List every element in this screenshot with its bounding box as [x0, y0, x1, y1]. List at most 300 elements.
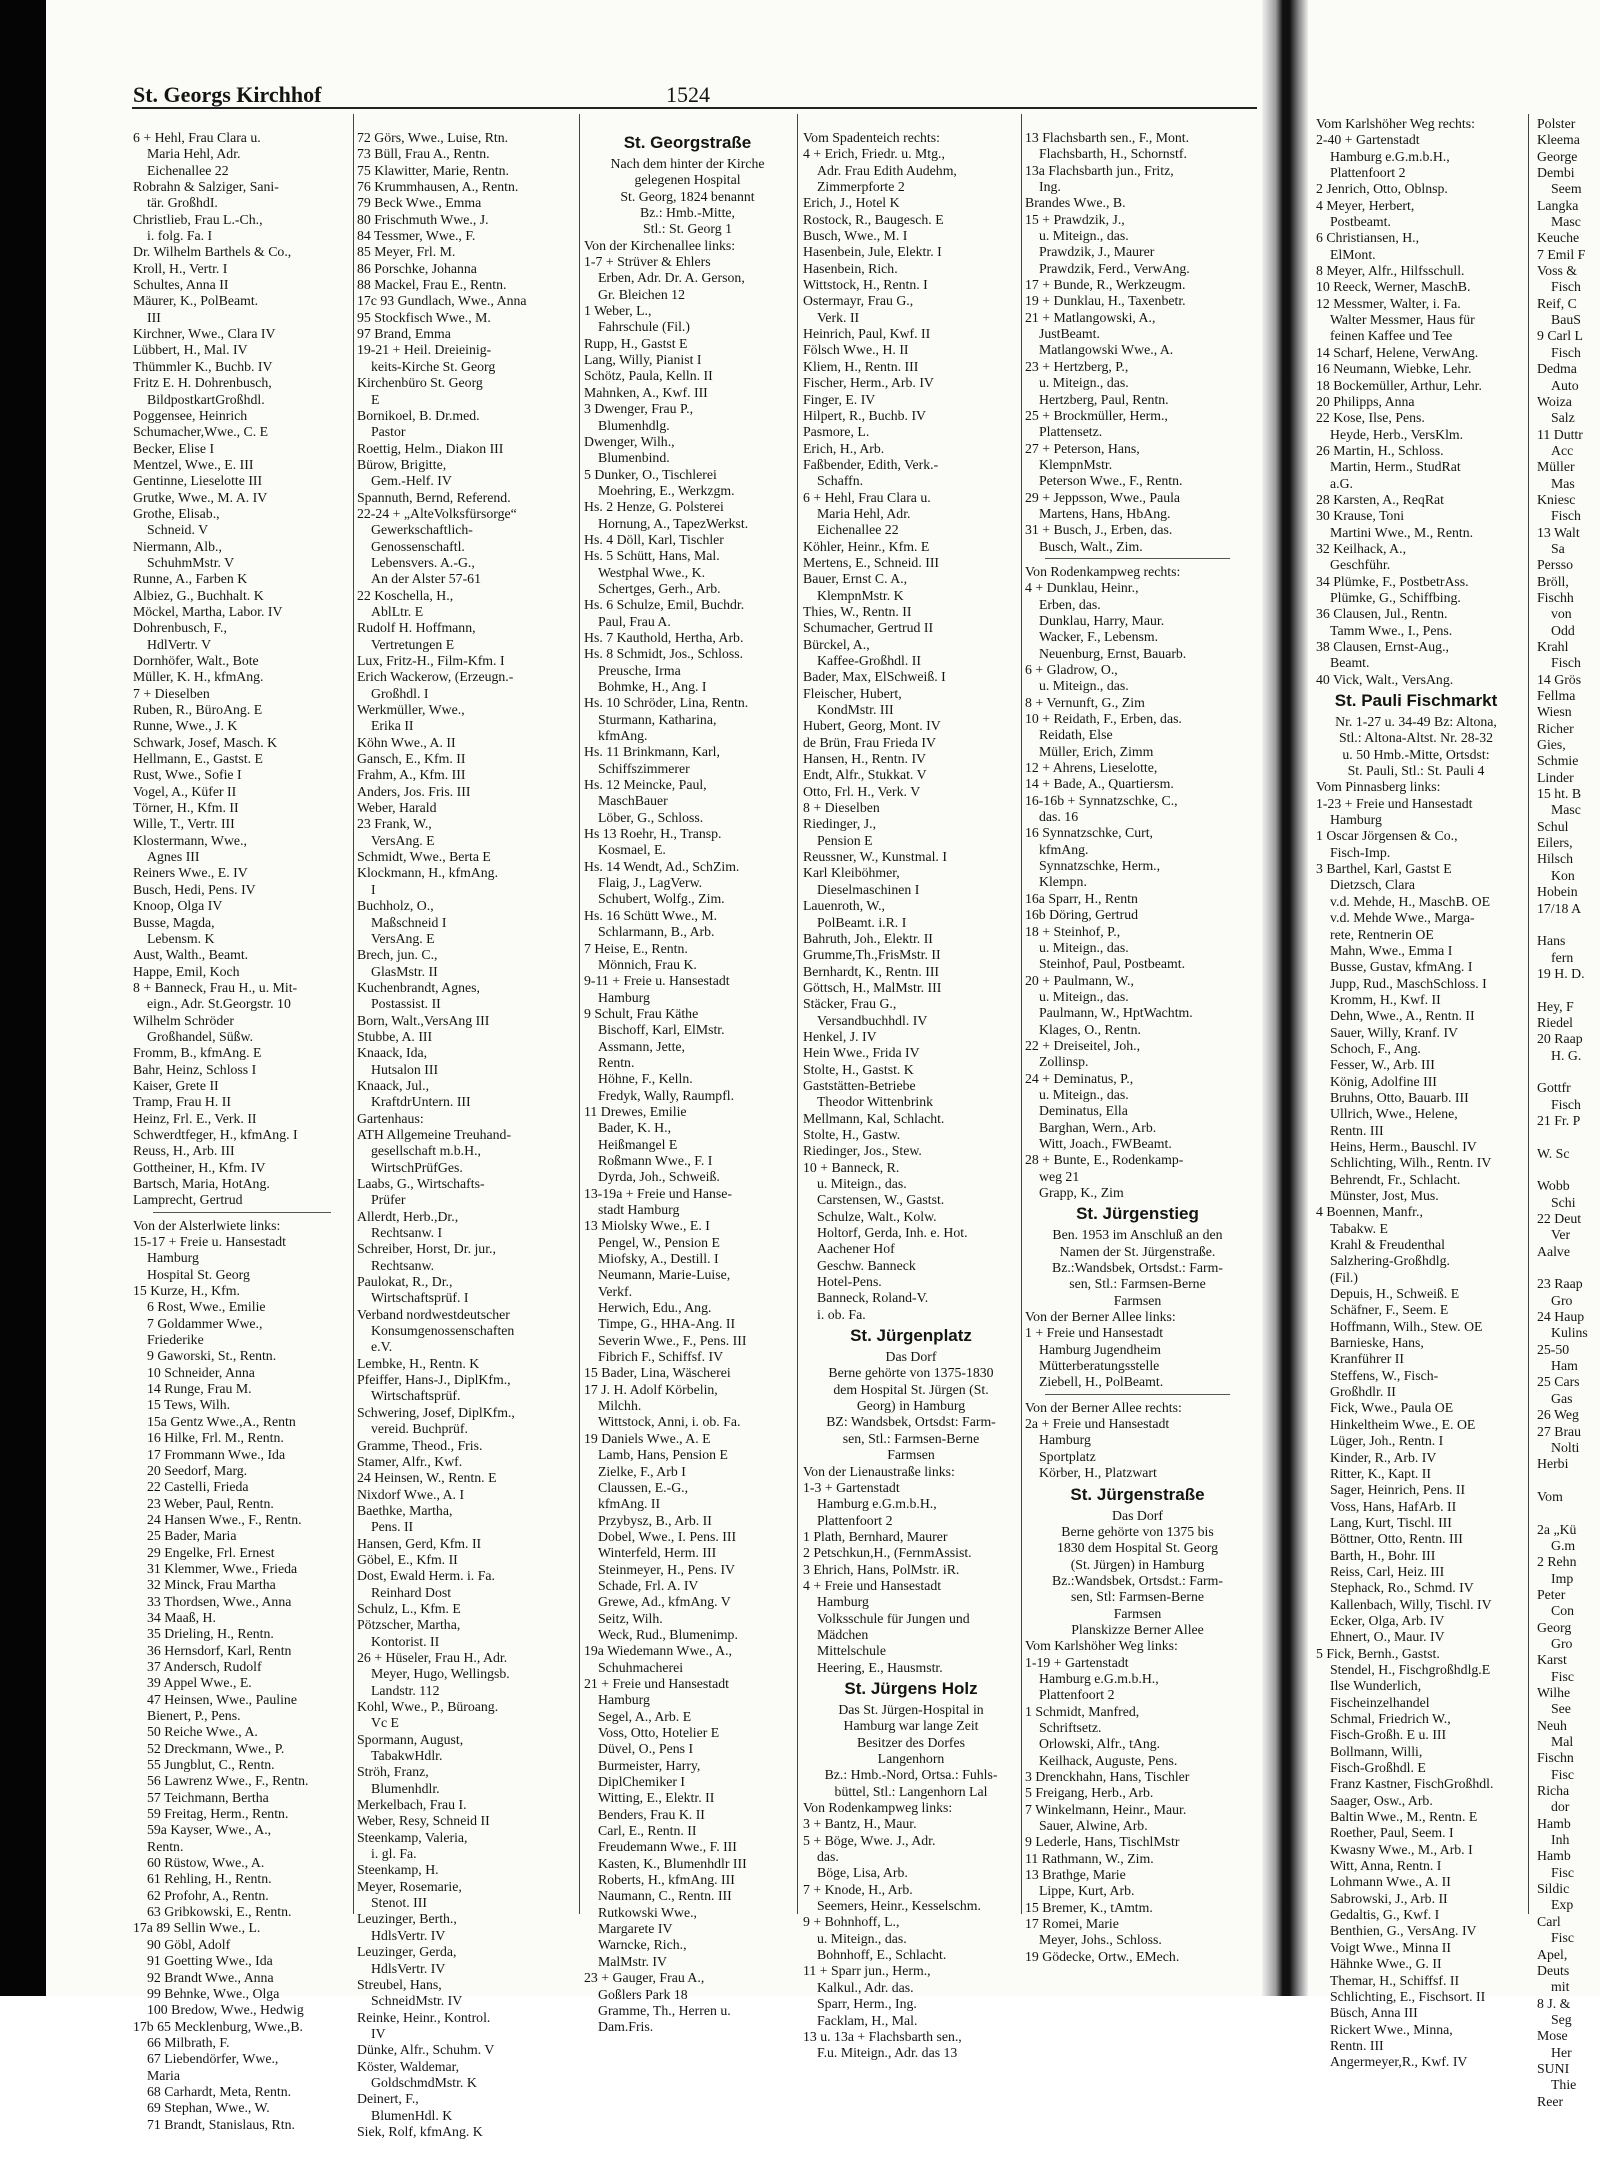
entry-continuation: Con — [1551, 1603, 1574, 1619]
entry-continuation: Fisch — [1551, 279, 1581, 295]
entry-continuation: 39 Appel Wwe., E. — [147, 1675, 252, 1691]
directory-entry: 4 + Freie und Hansestadt — [803, 1577, 942, 1593]
directory-entry: 5 Dunker, O., Tischlerei — [584, 466, 717, 482]
entry-continuation: Exp — [1551, 1897, 1574, 1913]
entry-continuation: König, Adolfine III — [1330, 1073, 1437, 1089]
entry-continuation: Geschführ. — [1330, 557, 1391, 573]
entry-continuation: fern — [1551, 949, 1574, 965]
directory-entry: 17 + Bunde, R., Werkzeugm. — [1025, 277, 1186, 293]
entry-continuation: Bruhns, Otto, Bauarb. III — [1330, 1089, 1469, 1105]
directory-entry: Kaiser, Grete II — [133, 1077, 219, 1093]
entry-continuation: Schoch, F., Ang. — [1330, 1040, 1421, 1056]
entry-continuation: Fisch-Großhdl. E — [1330, 1760, 1426, 1776]
entry-continuation: Barth, H., Bohr. III — [1330, 1547, 1436, 1563]
directory-entry: Mellmann, Kal, Schlacht. — [803, 1110, 945, 1126]
directory-entry: 31 + Busch, J., Erben, das. — [1025, 522, 1173, 538]
directory-entry: 79 Beck Wwe., Emma — [357, 195, 482, 211]
directory-entry: 7 Heise, E., Rentn. — [584, 940, 688, 956]
entry-continuation: Hoffmann, Wilh., Stew. OE — [1330, 1318, 1483, 1334]
entry-continuation: Gr. Bleichen 12 — [598, 286, 685, 302]
entry-continuation: i. folg. Fa. I — [147, 228, 213, 244]
entry-continuation: Neumann, Marie-Luise, — [598, 1267, 731, 1283]
entry-continuation: 62 Profohr, A., Rentn. — [147, 1887, 269, 1903]
directory-entry: 9 + Bohnhoff, L., — [803, 1914, 900, 1930]
entry-continuation: Prüfer — [371, 1192, 406, 1208]
directory-entry: 15 Bader, Lina, Wäscherei — [584, 1365, 731, 1381]
street-note: St. Pauli, Stl.: St. Pauli 4 — [1347, 763, 1485, 779]
directory-entry: Karst — [1537, 1652, 1567, 1668]
entry-continuation: Martini Wwe., M., Rentn. — [1330, 524, 1474, 540]
entry-continuation: MalMstr. IV — [598, 1953, 667, 1969]
directory-entry: Faßbender, Edith, Verk.- — [803, 456, 939, 472]
entry-continuation: Timpe, G., HHA-Ang. II — [598, 1316, 736, 1332]
directory-entry: 1 Plath, Bernhard, Maurer — [803, 1528, 948, 1544]
entry-continuation: Jupp, Rud., MaschSchloss. I — [1330, 975, 1487, 991]
entry-continuation: vereid. Buchprüf. — [371, 1421, 468, 1437]
directory-entry: 11 Duttr — [1537, 426, 1583, 442]
entry-continuation: Severin Wwe., F., Pens. III — [598, 1332, 747, 1348]
entry-continuation: Sportplatz — [1039, 1448, 1096, 1464]
entry-continuation: feinen Kaffee und Tee — [1330, 328, 1453, 344]
directory-entry: 13 u. 13a + Flachsbarth sen., — [803, 2028, 962, 2044]
book-gutter — [1262, 0, 1308, 1996]
directory-entry: Neuh — [1537, 1717, 1567, 1733]
entry-continuation: Carl, E., Rentn. II — [598, 1823, 697, 1839]
entry-continuation: 60 Rüstow, Wwe., A. — [147, 1855, 265, 1871]
directory-entry: Hasenbein, Jule, Elektr. I — [803, 244, 942, 260]
entry-continuation: Ullrich, Wwe., Helene, — [1330, 1106, 1458, 1122]
directory-entry: Krahl — [1537, 639, 1569, 654]
entry-continuation: Paulmann, W., HptWachtm. — [1039, 1005, 1193, 1021]
directory-entry: 23 Raap — [1537, 1276, 1583, 1292]
directory-entry: Gottfr — [1537, 1080, 1571, 1096]
entry-continuation: Preusche, Irma — [598, 662, 681, 678]
entry-continuation: Schulze, Walt., Kolw. — [817, 1208, 937, 1224]
directory-entry: Wilhe — [1537, 1685, 1571, 1700]
directory-entry: Müller, K. H., kfmAng. — [133, 669, 264, 685]
entry-continuation: Hamburg — [1330, 812, 1382, 828]
entry-continuation: Fisc — [1551, 1930, 1574, 1946]
entry-continuation: Zollinsp. — [1039, 1054, 1089, 1070]
entry-continuation: 16 Hilke, Frl. M., Rentn. — [147, 1430, 284, 1446]
entry-continuation: Holtorf, Gerda, Inh. e. Hot. — [817, 1225, 968, 1241]
entry-continuation: Bohnhoff, E., Schlacht. — [817, 1947, 947, 1963]
entry-continuation: Hornung, A., TapezWerkst. — [598, 515, 749, 531]
directory-column-5 — [1025, 130, 1250, 1965]
directory-entry: Stolte, H., Gastw. — [803, 1126, 901, 1142]
entry-continuation: Zimmerpforte 2 — [817, 179, 905, 195]
entry-continuation: Büsch, Anna III — [1330, 2005, 1418, 2021]
entry-continuation: Hertzberg, Paul, Rentn. — [1039, 391, 1169, 407]
entry-continuation: u. Miteign., das. — [1039, 939, 1129, 955]
entry-continuation: Aachener Hof — [817, 1241, 895, 1257]
entry-continuation: 9 Gaworski, St., Rentn. — [147, 1348, 277, 1364]
entry-continuation: Großhdl. I — [371, 685, 429, 701]
directory-entry: Gansch, E., Kfm. II — [357, 751, 466, 767]
directory-entry: Hs 13 Roehr, H., Transp. — [584, 826, 722, 842]
directory-entry: Fellma — [1537, 688, 1576, 704]
entry-continuation: i. ob. Fa. — [817, 1306, 866, 1322]
entry-continuation: BlumenHdl. K — [371, 2107, 453, 2123]
entry-continuation: Adr. Frau Edith Audehm, — [817, 162, 957, 178]
column-rule — [1021, 114, 1022, 1914]
directory-column-4 — [803, 130, 1019, 2062]
directory-entry: 24 Heinsen, W., Rentn. E — [357, 1470, 497, 1486]
directory-entry: 86 Porschke, Johanna — [357, 260, 477, 276]
directory-entry: Herbi — [1537, 1456, 1569, 1472]
entry-continuation: Tamm Wwe., I., Pens. — [1330, 622, 1453, 638]
page-number: 1524 — [666, 82, 710, 107]
entry-continuation: Blumenhdlg. — [598, 417, 670, 433]
entry-continuation: Maßschneid I — [371, 914, 447, 930]
directory-entry: Hs. 7 Kauthold, Hertha, Arb. — [584, 629, 744, 645]
directory-entry: Streubel, Hans, — [357, 1976, 442, 1992]
entry-continuation: Verkf. — [598, 1283, 633, 1299]
column-rule — [353, 114, 354, 1914]
entry-continuation: Plattensetz. — [1039, 424, 1103, 440]
directory-entry: 21 + Matlangowski, A., — [1025, 309, 1156, 325]
directory-entry: Schultes, Anna II — [133, 277, 229, 293]
entry-continuation: Barnieske, Hans, — [1330, 1335, 1424, 1351]
directory-entry: Mäurer, K., PolBeamt. — [133, 293, 259, 309]
directory-entry: 23 + Hertzberg, P., — [1025, 358, 1129, 374]
entry-continuation: u. Miteign., das. — [1039, 228, 1129, 244]
entry-continuation: Heins, Herm., Bauschl. IV — [1330, 1138, 1477, 1154]
entry-continuation: Plattenfoort 2 — [817, 1512, 893, 1528]
entry-continuation: kfmAng. II — [598, 1496, 661, 1512]
entry-continuation: das. — [817, 1849, 839, 1865]
directory-entry: Erich, H., Arb. — [803, 440, 885, 456]
entry-continuation: BildpostkartGroßhdl. — [147, 391, 265, 407]
directory-entry: Karl Kleiböhmer, — [803, 865, 900, 881]
entry-continuation: Heyde, Herb., VersKlm. — [1330, 426, 1464, 442]
entry-continuation: Naumann, C., Rentn. III — [598, 1888, 732, 1904]
street-note: Stl.: Altona-Altst. Nr. 28-32 — [1338, 730, 1494, 746]
directory-entry: Busch, Hedi, Pens. IV — [133, 881, 256, 897]
entry-continuation: 10 Schneider, Anna — [147, 1364, 255, 1380]
directory-entry: Schwerdtfeger, H., kfmAng. I — [133, 1126, 298, 1142]
entry-continuation: Zielke, F., Arb I — [598, 1463, 686, 1479]
entry-continuation: 34 Maaß, H. — [147, 1609, 216, 1625]
directory-entry: Lübbert, H., Mal. IV — [133, 342, 248, 358]
directory-entry: Rupp, H., Gastst E — [584, 335, 688, 351]
entry-continuation: Lamb, Hans, Pension E — [598, 1447, 728, 1463]
directory-entry: 7 Winkelmann, Heinr., Maur. — [1025, 1801, 1187, 1817]
entry-continuation: HdlsVertr. IV — [371, 1927, 446, 1943]
entry-continuation: 36 Hernsdorf, Karl, Rentn — [147, 1642, 292, 1658]
directory-entry: Carl — [1537, 1913, 1561, 1929]
street-note: Farmsen — [1113, 1292, 1162, 1308]
entry-continuation: Dietzsch, Clara — [1330, 877, 1416, 893]
directory-entry: 11 Drewes, Emilie — [584, 1103, 687, 1119]
directory-entry: 24 + Deminatus, P., — [1025, 1070, 1134, 1086]
entry-continuation: a.G. — [1330, 475, 1353, 491]
directory-entry — [1537, 1162, 1600, 1178]
street-note: (St. Jürgen) in Hamburg — [1070, 1556, 1205, 1572]
directory-entry: 27 + Peterson, Hans, — [1025, 440, 1140, 456]
directory-entry: Rudolf H. Hoffmann, — [357, 620, 476, 636]
directory-entry: Gramme, Theod., Fris. — [357, 1437, 483, 1453]
directory-entry: Deinert, F., — [357, 2091, 419, 2107]
entry-continuation: Dyrda, Joh., Schweiß. — [598, 1169, 720, 1185]
entry-continuation: 66 Milbrath, F. — [147, 2034, 230, 2050]
directory-entry: Schwering, Josef, DiplKfm., — [357, 1404, 515, 1420]
directory-entry: 5 Freigang, Herb., Arb. — [1025, 1785, 1154, 1801]
entry-continuation: Grewe, Ad., kfmAng. V — [598, 1594, 731, 1610]
directory-entry: Kuchenbrandt, Agnes, — [357, 979, 480, 995]
directory-entry: Polster — [1537, 116, 1576, 131]
entry-continuation: Miofsky, A., Destill. I — [598, 1251, 719, 1267]
street-note: Planskizze Berner Allee — [1071, 1621, 1204, 1637]
directory-entry: 76 Krummhausen, A., Rentn. — [357, 179, 519, 195]
directory-entry: Wittstock, H., Rentn. I — [803, 277, 928, 293]
entry-continuation: Schade, Frl. A. IV — [598, 1577, 699, 1593]
entry-continuation: Fredyk, Wally, Raumpfl. — [598, 1087, 735, 1103]
directory-entry: Deuts — [1537, 1962, 1570, 1978]
directory-entry: Reuss, H., Arb. III — [133, 1143, 235, 1159]
entry-continuation: Schriftsetz. — [1039, 1719, 1102, 1735]
entry-continuation: Fisc — [1551, 1766, 1574, 1782]
entry-continuation: Klempn. — [1039, 874, 1087, 890]
directory-entry: Schmie — [1537, 753, 1579, 769]
directory-entry: Becker, Elise I — [133, 440, 215, 456]
entry-continuation: Plattenfoort 2 — [1330, 165, 1406, 181]
directory-entry: Buchholz, O., — [357, 898, 434, 914]
street-note: 1830 dem Hospital St. Georg — [1056, 1540, 1219, 1556]
entry-continuation: Lebensm. K — [147, 930, 215, 946]
directory-entry: Wille, T., Vertr. III — [133, 816, 235, 832]
directory-entry: 19 Gödecke, Ortw., EMech. — [1025, 1948, 1180, 1964]
directory-entry: Mertens, E., Schneid. III — [803, 554, 940, 570]
entry-continuation: Maria — [147, 2067, 180, 2083]
entry-continuation: Reinhard Dost — [371, 1584, 452, 1600]
entry-continuation: Eichenallee 22 — [817, 522, 899, 538]
entry-continuation: Hamburg e.G.m.b.H., — [1039, 1670, 1159, 1686]
directory-entry: 17b 65 Mecklenburg, Wwe.,B. — [133, 2018, 304, 2034]
entry-continuation: Böttner, Otto, Rentn. III — [1330, 1531, 1463, 1547]
directory-entry: Aalve — [1537, 1243, 1570, 1259]
directory-entry: Wilhelm Schröder — [133, 1012, 234, 1028]
directory-entry: Fritz E. H. Dohrenbusch, — [133, 375, 272, 391]
entry-continuation: Krahl & Freudenthal — [1330, 1237, 1445, 1253]
directory-entry: 11 + Sparr jun., Herm., — [803, 1963, 931, 1979]
entry-continuation: rete, Rentnerin OE — [1330, 926, 1434, 942]
entry-continuation: Schiffszimmerer — [598, 760, 690, 776]
entry-continuation: Rutkowski Wwe., — [598, 1904, 698, 1920]
entry-continuation: Inh — [1551, 1832, 1570, 1848]
entry-continuation: Lippe, Kurt, Arb. — [1039, 1883, 1135, 1899]
directory-entry: Lembke, H., Rentn. K — [357, 1355, 480, 1371]
directory-entry: Lamprecht, Gertrud — [133, 1192, 243, 1208]
directory-entry: Hs. 8 Schmidt, Jos., Schloss. — [584, 646, 744, 662]
entry-continuation: Hutsalon III — [371, 1061, 439, 1077]
directory-entry: 34 Plümke, F., PostbetrAss. — [1316, 573, 1469, 589]
street-note: Farmsen — [887, 1447, 935, 1463]
entry-continuation: 15a Gentz Wwe.,A., Rentn — [147, 1413, 296, 1429]
directory-entry: 20 Philipps, Anna — [1316, 393, 1415, 409]
directory-entry: 14 + Bade, A., Quartiersm. — [1025, 776, 1174, 792]
right-page-column-1 — [1316, 116, 1516, 2071]
entry-continuation: Przybysz, B., Arb. II — [598, 1512, 712, 1528]
entry-continuation: 61 Rehling, H., Rentn. — [147, 1871, 272, 1887]
entry-continuation: Hamburg e.G.m.b.H., — [817, 1496, 937, 1512]
directory-entry: Hey, F — [1537, 998, 1574, 1014]
entry-continuation: Burmeister, Harry, — [598, 1757, 701, 1773]
directory-entry: 13-19a + Freie und Hanse- — [584, 1185, 733, 1201]
directory-entry: Dünke, Alfr., Schuhm. V — [357, 2042, 495, 2058]
entry-continuation: Witt, Anna, Rentn. I — [1330, 1858, 1442, 1874]
entry-continuation: Rickert Wwe., Minna, — [1330, 2021, 1453, 2037]
entry-continuation: Dam.Fris. — [598, 2019, 654, 2035]
entry-continuation: Bollmann, Willi, — [1330, 1743, 1423, 1759]
entry-continuation: Meyer, Hugo, Wellingsb. — [371, 1666, 510, 1682]
directory-entry: Vom Spadenteich rechts: — [803, 130, 940, 145]
street-note: dem Hospital St. Jürgen (St. — [833, 1381, 989, 1397]
directory-entry: 1-23 + Freie und Hansestadt — [1316, 795, 1473, 811]
directory-entry: 17/18 A — [1537, 900, 1582, 916]
directory-entry: 16b Döring, Gertrud — [1025, 907, 1139, 923]
entry-continuation: Facklam, H., Mal. — [817, 2012, 918, 2028]
entry-continuation: 33 Thordsen, Wwe., Anna — [147, 1593, 292, 1609]
entry-continuation: Ing. — [1039, 179, 1061, 195]
street-note: Berne gehörte von 1375 bis — [1061, 1523, 1214, 1539]
directory-entry: 8 Meyer, Alfr., Hilfsschull. — [1316, 263, 1465, 279]
directory-entry: Allerdt, Herb.,Dr., — [357, 1208, 459, 1224]
entry-continuation: Masc — [1551, 802, 1581, 818]
directory-entry: Von der Lienaustraße links: — [803, 1463, 955, 1479]
directory-entry: Gartenhaus: — [357, 1110, 424, 1126]
entry-continuation: Rentn. III — [1330, 2037, 1384, 2053]
entry-continuation: von — [1551, 606, 1572, 622]
entry-continuation: Eichenallee 22 — [147, 162, 229, 178]
street-note: Das Dorf — [885, 1349, 937, 1365]
directory-entry: 21 Fr. P — [1537, 1112, 1581, 1128]
directory-entry: Hamb — [1537, 1848, 1571, 1864]
directory-entry: 4 + Erich, Friedr. u. Mtg., — [803, 146, 945, 162]
directory-entry: 2-40 + Gartenstadt — [1316, 132, 1420, 148]
entry-continuation: Hamburg — [147, 1250, 199, 1266]
entry-continuation: HdlVertr. V — [147, 636, 212, 652]
directory-entry: Mose — [1537, 2028, 1568, 2044]
directory-entry: Woiza — [1537, 393, 1572, 409]
entry-continuation: Maria Hehl, Adr. — [817, 505, 911, 521]
entry-continuation: Benthien, G., VersAng. IV — [1330, 1923, 1477, 1939]
directory-column-3 — [584, 130, 791, 2036]
entry-continuation: Pension E — [817, 832, 873, 848]
entry-continuation: Fisch — [1551, 344, 1581, 360]
directory-entry: Steenkamp, H. — [357, 1862, 439, 1878]
entry-continuation: Lang, Kurt, Tischl. III — [1330, 1514, 1452, 1530]
entry-continuation: Schlichting, Wilh., Rentn. IV — [1330, 1155, 1492, 1171]
directory-entry: Fischh — [1537, 589, 1574, 605]
entry-continuation: Sager, Heinrich, Pens. II — [1330, 1482, 1466, 1498]
directory-entry: Riedinger, Jos., Stew. — [803, 1143, 922, 1159]
directory-entry: 12 Messmer, Walter, i. Fa. — [1316, 295, 1461, 311]
directory-entry: 22-24 + „AlteVolksfürsorge“ — [357, 505, 517, 521]
entry-continuation: Kon — [1551, 867, 1575, 883]
entry-continuation: Blumenbind. — [598, 450, 670, 466]
entry-continuation: Angermeyer,R., Kwf. IV — [1330, 2054, 1468, 2070]
entry-continuation: Matlangowski Wwe., A. — [1039, 342, 1174, 358]
entry-continuation: Goßlers Park 18 — [598, 1986, 688, 2002]
directory-entry: 4 + Dunklau, Heinr., — [1025, 580, 1139, 596]
street-note: Stl.: St. Georg 1 — [642, 221, 733, 237]
entry-continuation: Schi — [1551, 1194, 1576, 1210]
entry-continuation: Blumenhdlr. — [371, 1780, 440, 1796]
entry-continuation: Gramme, Th., Herren u. — [598, 2002, 731, 2018]
entry-continuation: das. 16 — [1039, 809, 1079, 825]
entry-continuation: Körber, H., Platzwart — [1039, 1465, 1157, 1481]
directory-entry: Dembi — [1537, 165, 1575, 181]
directory-entry: Sildic — [1537, 1881, 1570, 1897]
entry-continuation: Postassist. II — [371, 996, 441, 1012]
entry-continuation: Themar, H., Schiffsf. II — [1330, 1972, 1460, 1988]
entry-continuation: Genossenschaftl. — [371, 538, 465, 554]
entry-continuation: Landstr. 112 — [371, 1682, 440, 1698]
directory-entry: 17a 89 Sellin Wwe., L. — [133, 1920, 261, 1936]
entry-continuation: Segel, A., Arb. E — [598, 1708, 692, 1724]
directory-entry: 19 + Dunklau, H., Taxenbetr. — [1025, 293, 1186, 309]
entry-continuation: 99 Behnke, Wwe., Olga — [147, 1985, 280, 2001]
directory-entry: Dr. Wilhelm Barthels & Co., — [133, 244, 292, 260]
entry-continuation: Schlarmann, B., Arb. — [598, 924, 715, 940]
directory-entry: Hs. 10 Schröder, Lina, Rentn. — [584, 695, 749, 711]
directory-entry: Von der Berner Allee links: — [1025, 1309, 1176, 1325]
directory-entry: 10 + Reidath, F., Erben, das. — [1025, 711, 1182, 727]
entry-continuation: Kulins — [1551, 1325, 1588, 1341]
entry-continuation: Roether, Paul, Seem. I — [1330, 1825, 1454, 1841]
street-note: Das St. Jürgen-Hospital in — [838, 1701, 984, 1717]
entry-continuation: KlempnMstr. — [1039, 456, 1113, 472]
directory-entry: Dost, Ewald Herm. i. Fa. — [357, 1568, 495, 1584]
directory-entry: 2 Petschkun,H., (FernmAssist. — [803, 1545, 972, 1561]
directory-entry: 15-17 + Freie u. Hansestadt — [133, 1234, 286, 1250]
entry-continuation: 56 Lawrenz Wwe., F., Rentn. — [147, 1773, 309, 1789]
entry-continuation: Stephack, Ro., Schmd. IV — [1330, 1580, 1474, 1596]
directory-entry: Hs. 14 Wendt, Ad., SchZim. — [584, 858, 740, 874]
entry-continuation: Reidath, Else — [1039, 727, 1113, 743]
directory-entry: Bürow, Brigitte, — [357, 456, 447, 472]
entry-continuation: Kosmael, E. — [598, 842, 666, 858]
directory-entry: Hs. 12 Meincke, Paul, — [584, 777, 707, 793]
directory-entry: Bader, Max, ElSchweiß. I — [803, 669, 946, 685]
entry-continuation: Dieselmaschinen I — [817, 881, 920, 897]
directory-entry: 19 H. D. — [1537, 965, 1585, 981]
entry-continuation: tär. GroßhdI. — [147, 195, 218, 211]
directory-entry: 20 Raap — [1537, 1031, 1583, 1047]
entry-continuation: Kinder, R., Arb. IV — [1330, 1449, 1437, 1465]
entry-continuation: Konsumgenossenschaften — [371, 1323, 515, 1339]
directory-entry: 15 Bremer, K., tAmtm. — [1025, 1899, 1153, 1915]
directory-entry: 32 Keilhack, A., — [1316, 540, 1407, 556]
directory-entry: 20 + Paulmann, W., — [1025, 972, 1134, 988]
section-divider — [1045, 1394, 1230, 1395]
entry-continuation: SchuhmMstr. V — [147, 554, 235, 570]
entry-continuation: Fisch-Imp. — [1330, 844, 1391, 860]
directory-entry: Schwark, Josef, Masch. K — [133, 734, 278, 750]
entry-continuation: Moehring, E., Werkzgm. — [598, 482, 735, 498]
directory-entry: 22 Koschella, H., — [357, 587, 454, 603]
column-rule — [1528, 114, 1529, 1914]
directory-entry: 10 Reeck, Werner, MaschB. — [1316, 279, 1471, 295]
entry-continuation: Sparr, Herm., Ing. — [817, 1996, 917, 2012]
directory-entry: 85 Meyer, Frl. M. — [357, 244, 456, 260]
directory-entry — [1537, 1260, 1600, 1276]
directory-entry: Brech, jun. C., — [357, 947, 438, 963]
entry-continuation: Münster, Jost, Mus. — [1330, 1188, 1439, 1203]
directory-entry — [1537, 1505, 1600, 1521]
entry-continuation: 24 Hansen Wwe., F., Rentn. — [147, 1511, 302, 1527]
